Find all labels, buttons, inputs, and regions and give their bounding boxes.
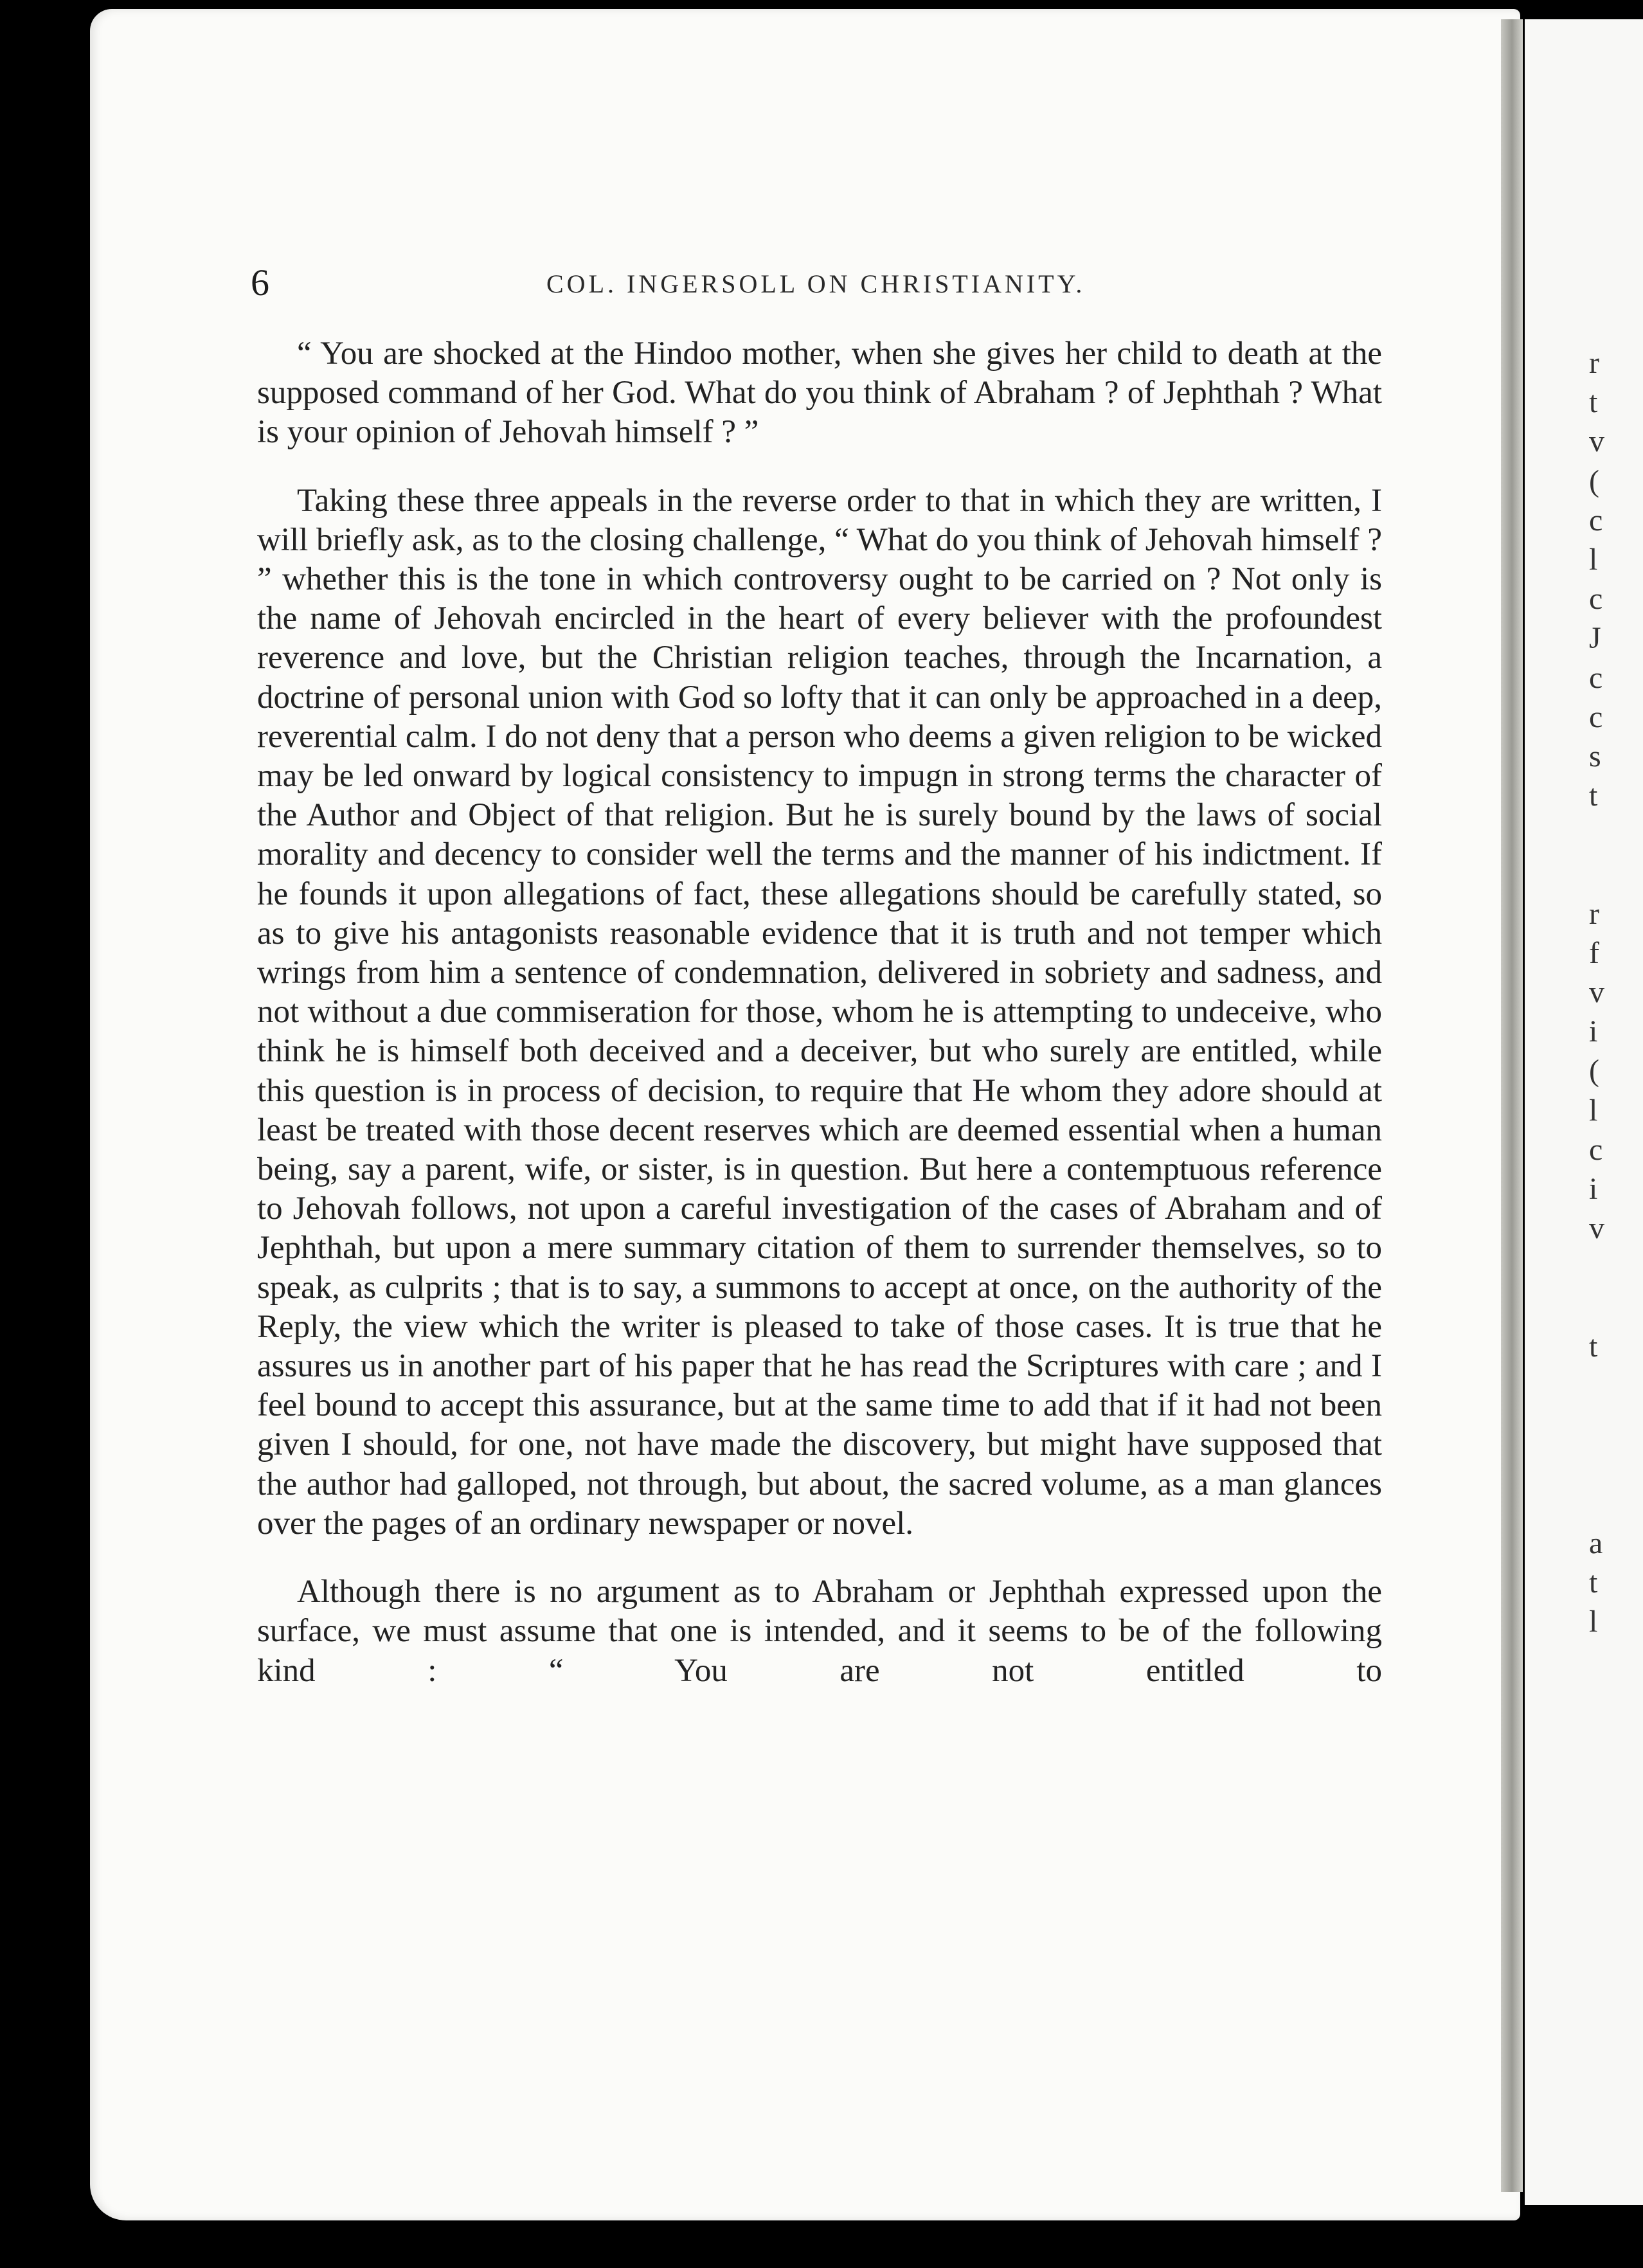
facing-fragment: r [1589,896,1599,931]
facing-fragment: t [1589,1565,1598,1599]
facing-fragment: i [1589,1171,1598,1206]
running-title: COL. INGERSOLL ON CHRISTIANITY. [546,269,1086,298]
facing-fragment: c [1589,582,1603,616]
facing-fragment: ( [1589,464,1599,498]
facing-page-text [1589,343,1634,1641]
facing-fragment: s [1589,739,1601,773]
facing-fragment: J [1589,621,1601,656]
facing-fragment: c [1589,503,1603,537]
body-text [257,334,1382,1691]
book-gutter [1501,19,1523,2192]
facing-fragment: l [1589,1093,1598,1128]
facing-fragment: c [1589,1132,1603,1167]
facing-fragment: a [1589,1526,1603,1560]
facing-fragment: t [1589,779,1598,813]
facing-fragment: t [1589,1329,1598,1364]
facing-fragment: t [1589,385,1598,420]
facing-fragment: f [1589,935,1599,970]
page-number: 6 [251,262,269,303]
facing-fragment: v [1589,1211,1604,1246]
paragraph-quotation: “ You are shocked at the Hindoo mother, when she gives her child to death at the supposed command of her God. What do you think of Abraham ? of Jephthah ? What is your opinion of Jehovah himself ? ” [257,336,1382,451]
facing-fragment: l [1589,542,1598,577]
facing-fragment: l [1589,1605,1598,1639]
facing-fragment: v [1589,424,1604,459]
facing-fragment: c [1589,699,1603,734]
facing-fragment: r [1589,346,1599,380]
facing-fragment: v [1589,975,1604,1010]
page-header [251,261,1382,306]
paragraph-argument: Although there is no argument as to Abraham or Jephthah expressed upon the surface, we must assume that one is intended, and it seems to be of the following kind : “ You are not entitled to [257,1574,1382,1689]
facing-fragment: i [1589,1014,1598,1049]
facing-fragment: c [1589,660,1603,695]
paragraph-reply: Taking these three appeals in the reverse order to that in which they are written, I will briefly ask, as to the closing challenge, “ What do you think of Jehovah himself ? ” whether this is the tone in which controversy ought to be carried on ? Not only is the name of Jehovah encircled in the heart of every believer with the profoundest reverence and love, but the Christian religion teaches, through the Incarnation, a doctrine of personal union with God so lofty that it can only be approached in a deep, reverential calm. I do not deny that a person who deems a given religion to be wicked may be led onward by logical consistency to impugn in strong terms the character of the Author and Object of that religion. But he is surely bound by the laws of social morality and decency to consider well the terms and the manner of his indictment. If he founds it upon allegations of fact, these allegations should be carefully stated, so as to give his antagonists reasonable evidence that it is truth and not temper which wrings from him a sentence of condemnation, delivered in sobriety and sadness, and not without a due commiseration for those, whom he is attempting to undeceive, who think he is himself both deceived and a deceiver, but who surely are entitled, while this question is in process of decision, to require that He whom they adore should at least be treated with those decent reserves which are deemed essential when a human being, say a parent, wife, or sister, is in question. But here a contemptuous reference to Jehovah follows, not upon a careful investigation of the cases of Abraham and of Jephthah, but upon a mere summary citation of them to surrender themselves, so to speak, as culprits ; that is to say, a summons to accept at once, on the authority of the Reply, the view which the writer is pleased to take of those cases. It is true that he assures us in another part of his paper that he has read the Scriptures with care ; and I feel bound to accept this assurance, but at the same time to add that if it had not been given I should, for one, not have made the discovery, but might have supposed that the author had galloped, not through, but about, the sacred volume, as a man glances over the pages of an ordinary newspaper or novel. [257,482,1382,1542]
facing-fragment: ( [1589,1054,1599,1088]
